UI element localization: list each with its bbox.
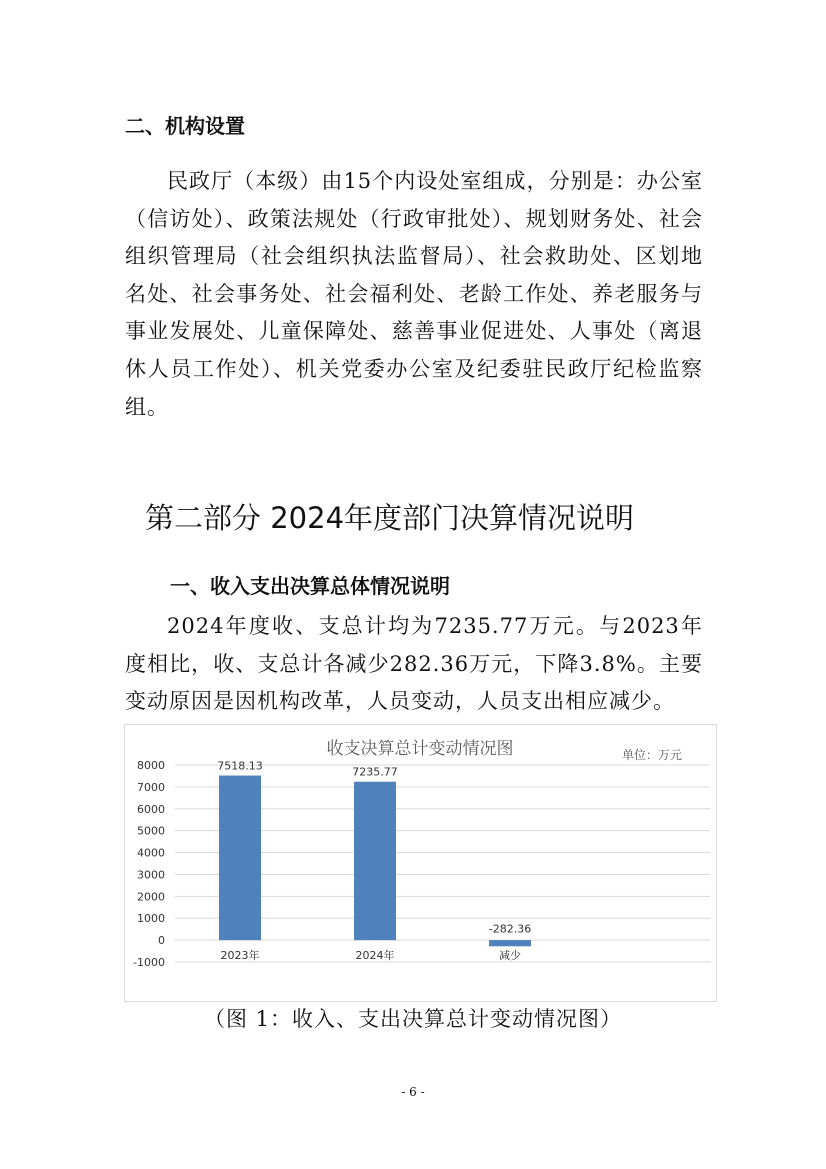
section-body: 民政厅（本级）由15个内设处室组成，分别是：办公室（信访处）、政策法规处（行政审批处）、规划财务处、社会组织管理局（社会组织执法监督局）、社会救助处、区划地名处、社会事务处、社会福利处、老龄工作处、养老服务与事业发展处、儿童保障处、慈善事业促进处、人事处（离退休人员工作处）、机关党委办公室及纪委驻民政厅纪检监察组。: [125, 169, 703, 419]
y-tick-label: 8000: [137, 759, 165, 772]
y-tick-label: -1000: [133, 956, 165, 969]
chart-unit-label: 单位：万元: [622, 748, 683, 762]
chart-title: 收支决算总计变动情况图: [326, 739, 514, 759]
y-tick-label: 7000: [137, 780, 165, 794]
bar: [219, 776, 261, 941]
y-tick-label: 6000: [137, 802, 165, 816]
figure-caption: （图 1：收入、支出决算总计变动情况图）: [203, 1007, 623, 1031]
x-tick-label: 2023年: [220, 949, 260, 963]
y-tick-label: 4000: [137, 846, 165, 860]
chart-container: [124, 724, 717, 1002]
part-subheading: 一、收入支出决算总体情况说明: [170, 574, 450, 598]
part-title: 第二部分 2024年度部门决算情况说明: [145, 501, 635, 535]
bar-chart: [125, 725, 716, 1001]
page-number: - 6 -: [401, 1085, 425, 1099]
y-tick-label: 1000: [137, 912, 165, 926]
section-heading: 二、机构设置: [125, 114, 245, 138]
y-tick-label: 5000: [137, 824, 165, 838]
bar: [354, 782, 396, 940]
part-body: 2024年度收、支总计均为7235.77万元。与2023年度相比，收、支总计各减少282.36万元，下降3.8%。主要变动原因是因机构改革，人员变动，人员支出相应减少。: [125, 614, 703, 714]
y-tick-label: 3000: [137, 868, 165, 882]
x-tick-label: 减少: [499, 949, 521, 963]
data-label: 7235.77: [352, 765, 398, 779]
y-tick-label: 0: [158, 934, 165, 948]
data-label: -282.36: [488, 922, 532, 936]
x-tick-label: 2024年: [355, 949, 395, 963]
data-label: 7518.13: [217, 759, 263, 773]
y-tick-label: 2000: [137, 890, 165, 904]
bar: [489, 940, 531, 946]
